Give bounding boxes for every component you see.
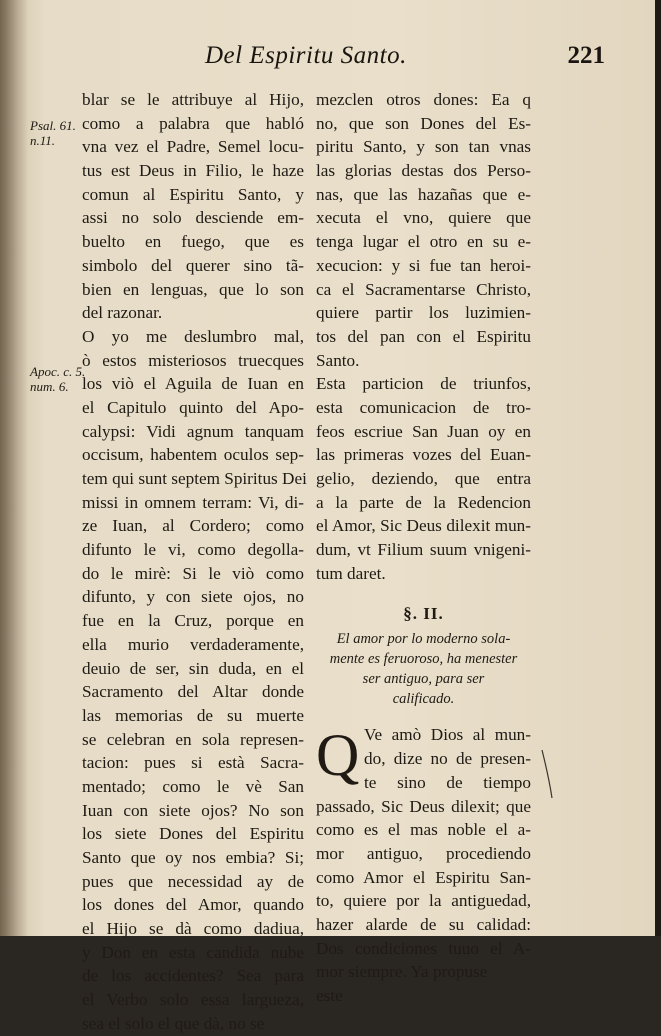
text-line: hazer alarde de su calidad: bbox=[316, 914, 531, 934]
dropcap-letter: Q bbox=[316, 722, 360, 789]
text-line: esta comunicacion de tro- bbox=[316, 397, 531, 417]
gutter-shadow bbox=[0, 0, 28, 936]
text-line: Esta particion de triunfos, bbox=[316, 374, 531, 394]
text-line: O yo me deslumbro mal, bbox=[82, 326, 304, 346]
page-header bbox=[205, 40, 605, 80]
text-line: deuio de ser, sin duda, en el bbox=[82, 658, 304, 678]
margin-note-line: n.11. bbox=[30, 133, 56, 148]
text-line: blar se le attribuye al Hijo, bbox=[82, 90, 304, 109]
text-line: fue en la Cruz, porque en bbox=[82, 611, 304, 631]
text-line: tenga lugar el otro en su e- bbox=[316, 232, 531, 252]
text-line: el Verbo solo essa largueza, bbox=[82, 990, 304, 1010]
text-line: y Don en esta candida nube bbox=[82, 942, 304, 962]
text-line: como Amor el Espiritu San- bbox=[316, 867, 531, 887]
text-line: mor siempre. Ya propuse bbox=[316, 962, 488, 982]
text-line: los dones del Amor, quando bbox=[82, 895, 304, 915]
text-line: nas, que las hazañas que e- bbox=[316, 184, 531, 204]
text-line: se celebran en sola represen- bbox=[82, 729, 304, 749]
text-line: Iuan con siete ojos? No son bbox=[82, 800, 304, 820]
text-line: to, quiere por la antiguedad, bbox=[316, 891, 531, 911]
text-line: tum daret. bbox=[316, 563, 386, 583]
text-line: difunto le vi, como degolla- bbox=[82, 540, 304, 560]
pencil-mark bbox=[540, 748, 554, 800]
text-line: assi no solo desciende em- bbox=[82, 208, 304, 228]
text-line: dum, vt Filium suum vnigeni- bbox=[316, 540, 531, 560]
text-line: Sacramento del Altar donde bbox=[82, 682, 304, 702]
text-line: simbolo del querer sino tã- bbox=[82, 255, 304, 275]
text-line: comun al Espiritu Santo, y bbox=[82, 184, 304, 204]
subhead-line: ser antiguo, para ser bbox=[362, 671, 485, 688]
text-line: ze Iuan, al Cordero; como bbox=[82, 516, 304, 536]
page-edge bbox=[655, 0, 661, 936]
text-line: las primeras vozes del Euan- bbox=[316, 445, 531, 465]
text-line: vna vez el Padre, Semel locu- bbox=[82, 137, 304, 157]
text-line: Santo que oy nos embia? Si; bbox=[82, 848, 304, 867]
text-line: las memorias de su muerte bbox=[82, 705, 304, 725]
text-line: tos del pan con el Espiritu bbox=[316, 326, 531, 346]
catchword: este bbox=[316, 986, 343, 1005]
text-line: mentado; como le vè San bbox=[82, 776, 304, 796]
page-number: 221 bbox=[567, 42, 605, 69]
text-line: del razonar. bbox=[82, 303, 163, 323]
text-line: piritu Santo, y son tan vnas bbox=[316, 137, 531, 157]
running-title: Del Espiritu Santo. bbox=[205, 42, 407, 69]
right-column-top bbox=[316, 88, 531, 585]
text-line: las glorias destas dos Perso- bbox=[316, 161, 531, 181]
text-line: no, que son Dones del Es- bbox=[316, 113, 531, 133]
text-line: el Hijo se dà como dadiua, bbox=[82, 919, 304, 939]
text-line: quiere partir los luzimien- bbox=[316, 303, 531, 323]
text-line: do, dize no de presen- bbox=[364, 749, 531, 769]
text-line: xecuta el vno, quiere que bbox=[316, 208, 531, 228]
text-line: a la parte de la Redencion bbox=[316, 492, 531, 512]
text-line: calypsi: Vidi agnum tanquam bbox=[82, 421, 304, 441]
text-line: feos escriue San Juan oy en bbox=[316, 421, 531, 441]
text-line: do le mirè: Si le viò como bbox=[82, 563, 304, 583]
text-line: sea el solo el que dà, no se bbox=[82, 1013, 265, 1033]
text-line: el Capitulo quinto del Apo- bbox=[82, 397, 304, 417]
subhead-line: calificado. bbox=[392, 691, 455, 708]
margin-note-line: num. 6. bbox=[30, 379, 69, 394]
section-subhead bbox=[316, 629, 531, 709]
text-line: mor antiguo, procediendo bbox=[316, 843, 531, 863]
text-line: los viò el Aguila de Iuan en bbox=[82, 374, 304, 394]
text-line: como es el mas noble el a- bbox=[316, 820, 531, 840]
text-line: buelto en fuego, que es bbox=[82, 232, 304, 252]
text-line: mezclen otros dones: Ea q bbox=[316, 90, 531, 109]
margin-note-psalm bbox=[30, 118, 76, 148]
margin-note-line: Psal. 61. bbox=[30, 118, 76, 133]
text-line: te sino de tiempo bbox=[364, 772, 531, 792]
text-line: bien en lenguas, que lo son bbox=[82, 279, 304, 299]
text-line: passado, Sic Deus dilexit; que bbox=[316, 796, 531, 816]
margin-note-line: Apoc. c. 5. bbox=[30, 364, 86, 379]
text-line: de los accidentes? Sea para bbox=[82, 966, 304, 986]
text-line: gelio, deziendo, que entra bbox=[316, 469, 531, 488]
text-line: missi in omnem terram: Vi, di- bbox=[82, 492, 304, 512]
text-line: ca el Sacramentarse Christo, bbox=[316, 279, 531, 299]
text-line: como a palabra que habló bbox=[82, 113, 304, 133]
text-line: Dos condiciones tuuo el A- bbox=[316, 938, 531, 958]
dropcap-paragraph bbox=[316, 723, 531, 1007]
text-line: difunto, y con siete ojos, no bbox=[82, 587, 304, 607]
section-mark: §. II. bbox=[403, 604, 444, 624]
text-line: tus est Deus in Filio, le haze bbox=[82, 161, 304, 181]
left-column bbox=[82, 88, 307, 1036]
text-line: tem qui sunt septem Spiritus Dei bbox=[82, 469, 307, 488]
right-column bbox=[316, 88, 531, 1008]
text-line: tacion: pues si està Sacra- bbox=[82, 753, 304, 773]
text-line: occisum, habentem oculos sep- bbox=[82, 445, 304, 465]
subhead-line: El amor por lo moderno sola- bbox=[336, 631, 511, 648]
text-line: Ve amò Dios al mun- bbox=[364, 725, 531, 745]
margin-note-apoc bbox=[30, 364, 85, 394]
text-line: los siete Dones del Espiritu bbox=[82, 824, 304, 844]
text-line: ella murio verdaderamente, bbox=[82, 634, 304, 654]
text-line: ò estos misteriosos truecques bbox=[82, 350, 304, 370]
text-line: pues que necessidad ay de bbox=[82, 871, 304, 891]
subhead-line: mente es feruoroso, ha menester bbox=[329, 651, 518, 668]
text-line: xecucion: y si fue tan heroi- bbox=[316, 255, 531, 275]
text-line: el Amor, Sic Deus dilexit mun- bbox=[316, 516, 531, 536]
text-line: Santo. bbox=[316, 350, 360, 370]
